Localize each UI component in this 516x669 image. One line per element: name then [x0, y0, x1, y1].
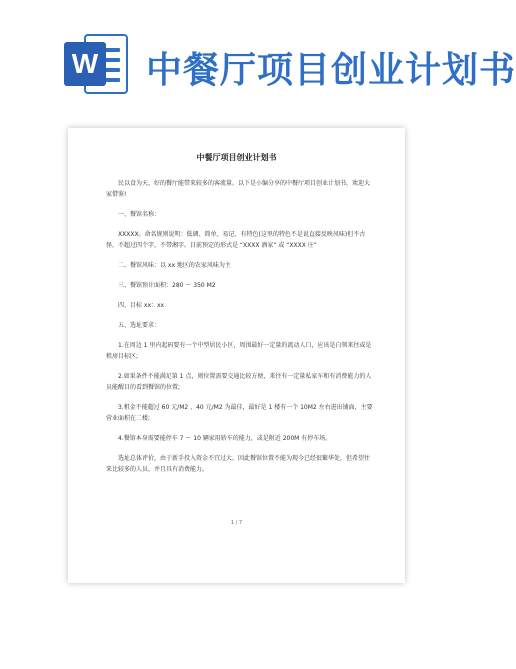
- word-icon-tile: W: [64, 42, 106, 86]
- footer-area: [0, 600, 474, 669]
- section-heading: 二、餐馆风味：以 xx 地区的农家风味为主: [118, 262, 231, 269]
- document-page: [68, 128, 405, 583]
- intro-paragraph: 民以食为天，好的餐厅能带来较多的客流量。以下是小编分享的中餐厅项目创业计划书，欢迎大家借鉴!: [106, 180, 371, 198]
- word-document-icon: [64, 34, 130, 94]
- banner-title: 中餐厅项目创业计划书: [146, 50, 516, 91]
- list-item: 4.餐馆本身需要能停车 7 ～ 10 辆家用轿车的能力，或是附近 200M 有停车场。: [118, 435, 332, 442]
- document-title: 中餐厅项目创业计划书: [196, 153, 277, 162]
- summary-paragraph: 选址总体评价，由于新手投入资金不宜过大，因此餐馆位置不能为现今已经很繁华处，但希望往来比较多的人员，并且具有消费能力。: [106, 455, 371, 473]
- body-paragraph: XXXXX。命名规则说明：低调、简单、易记、有特色(这里的特色不是说直接反映风味)但不古怪，不超过四个字，不带湘字。目前预定的形式是 “XXXX 酒家” 或 “XXXX 庄”: [106, 231, 366, 249]
- page-number: 1 / 7: [230, 520, 243, 526]
- list-item: 3.租金不能超过 60 元/M2 ，40 元/M2 为最佳，最好是 1 楼有一个 10M2 左右进出铺面，主要营业面积在二楼;: [106, 404, 373, 422]
- header-banner: [0, 0, 516, 118]
- list-item: 2.如果条件不能满足第 1 点，则位置需要交通比较方便，来往有一定量私家车和有消费能力的人员能醒目的看到餐馆的位置;: [106, 373, 372, 391]
- list-item: 1.在周边 1 里内起码要有一个中型居民小区，周围最好一定量的流动人口，应该是白领来往或是租房目标区;: [106, 342, 372, 360]
- section-heading: 四、目标 xx：xx: [118, 302, 165, 309]
- document-body: [106, 178, 374, 484]
- section-heading: 一、餐馆名称：: [118, 211, 161, 218]
- section-heading: 五、选址要求：: [118, 322, 161, 329]
- section-heading: 三、餐馆预计面积：280 ～ 350 M2: [118, 282, 216, 289]
